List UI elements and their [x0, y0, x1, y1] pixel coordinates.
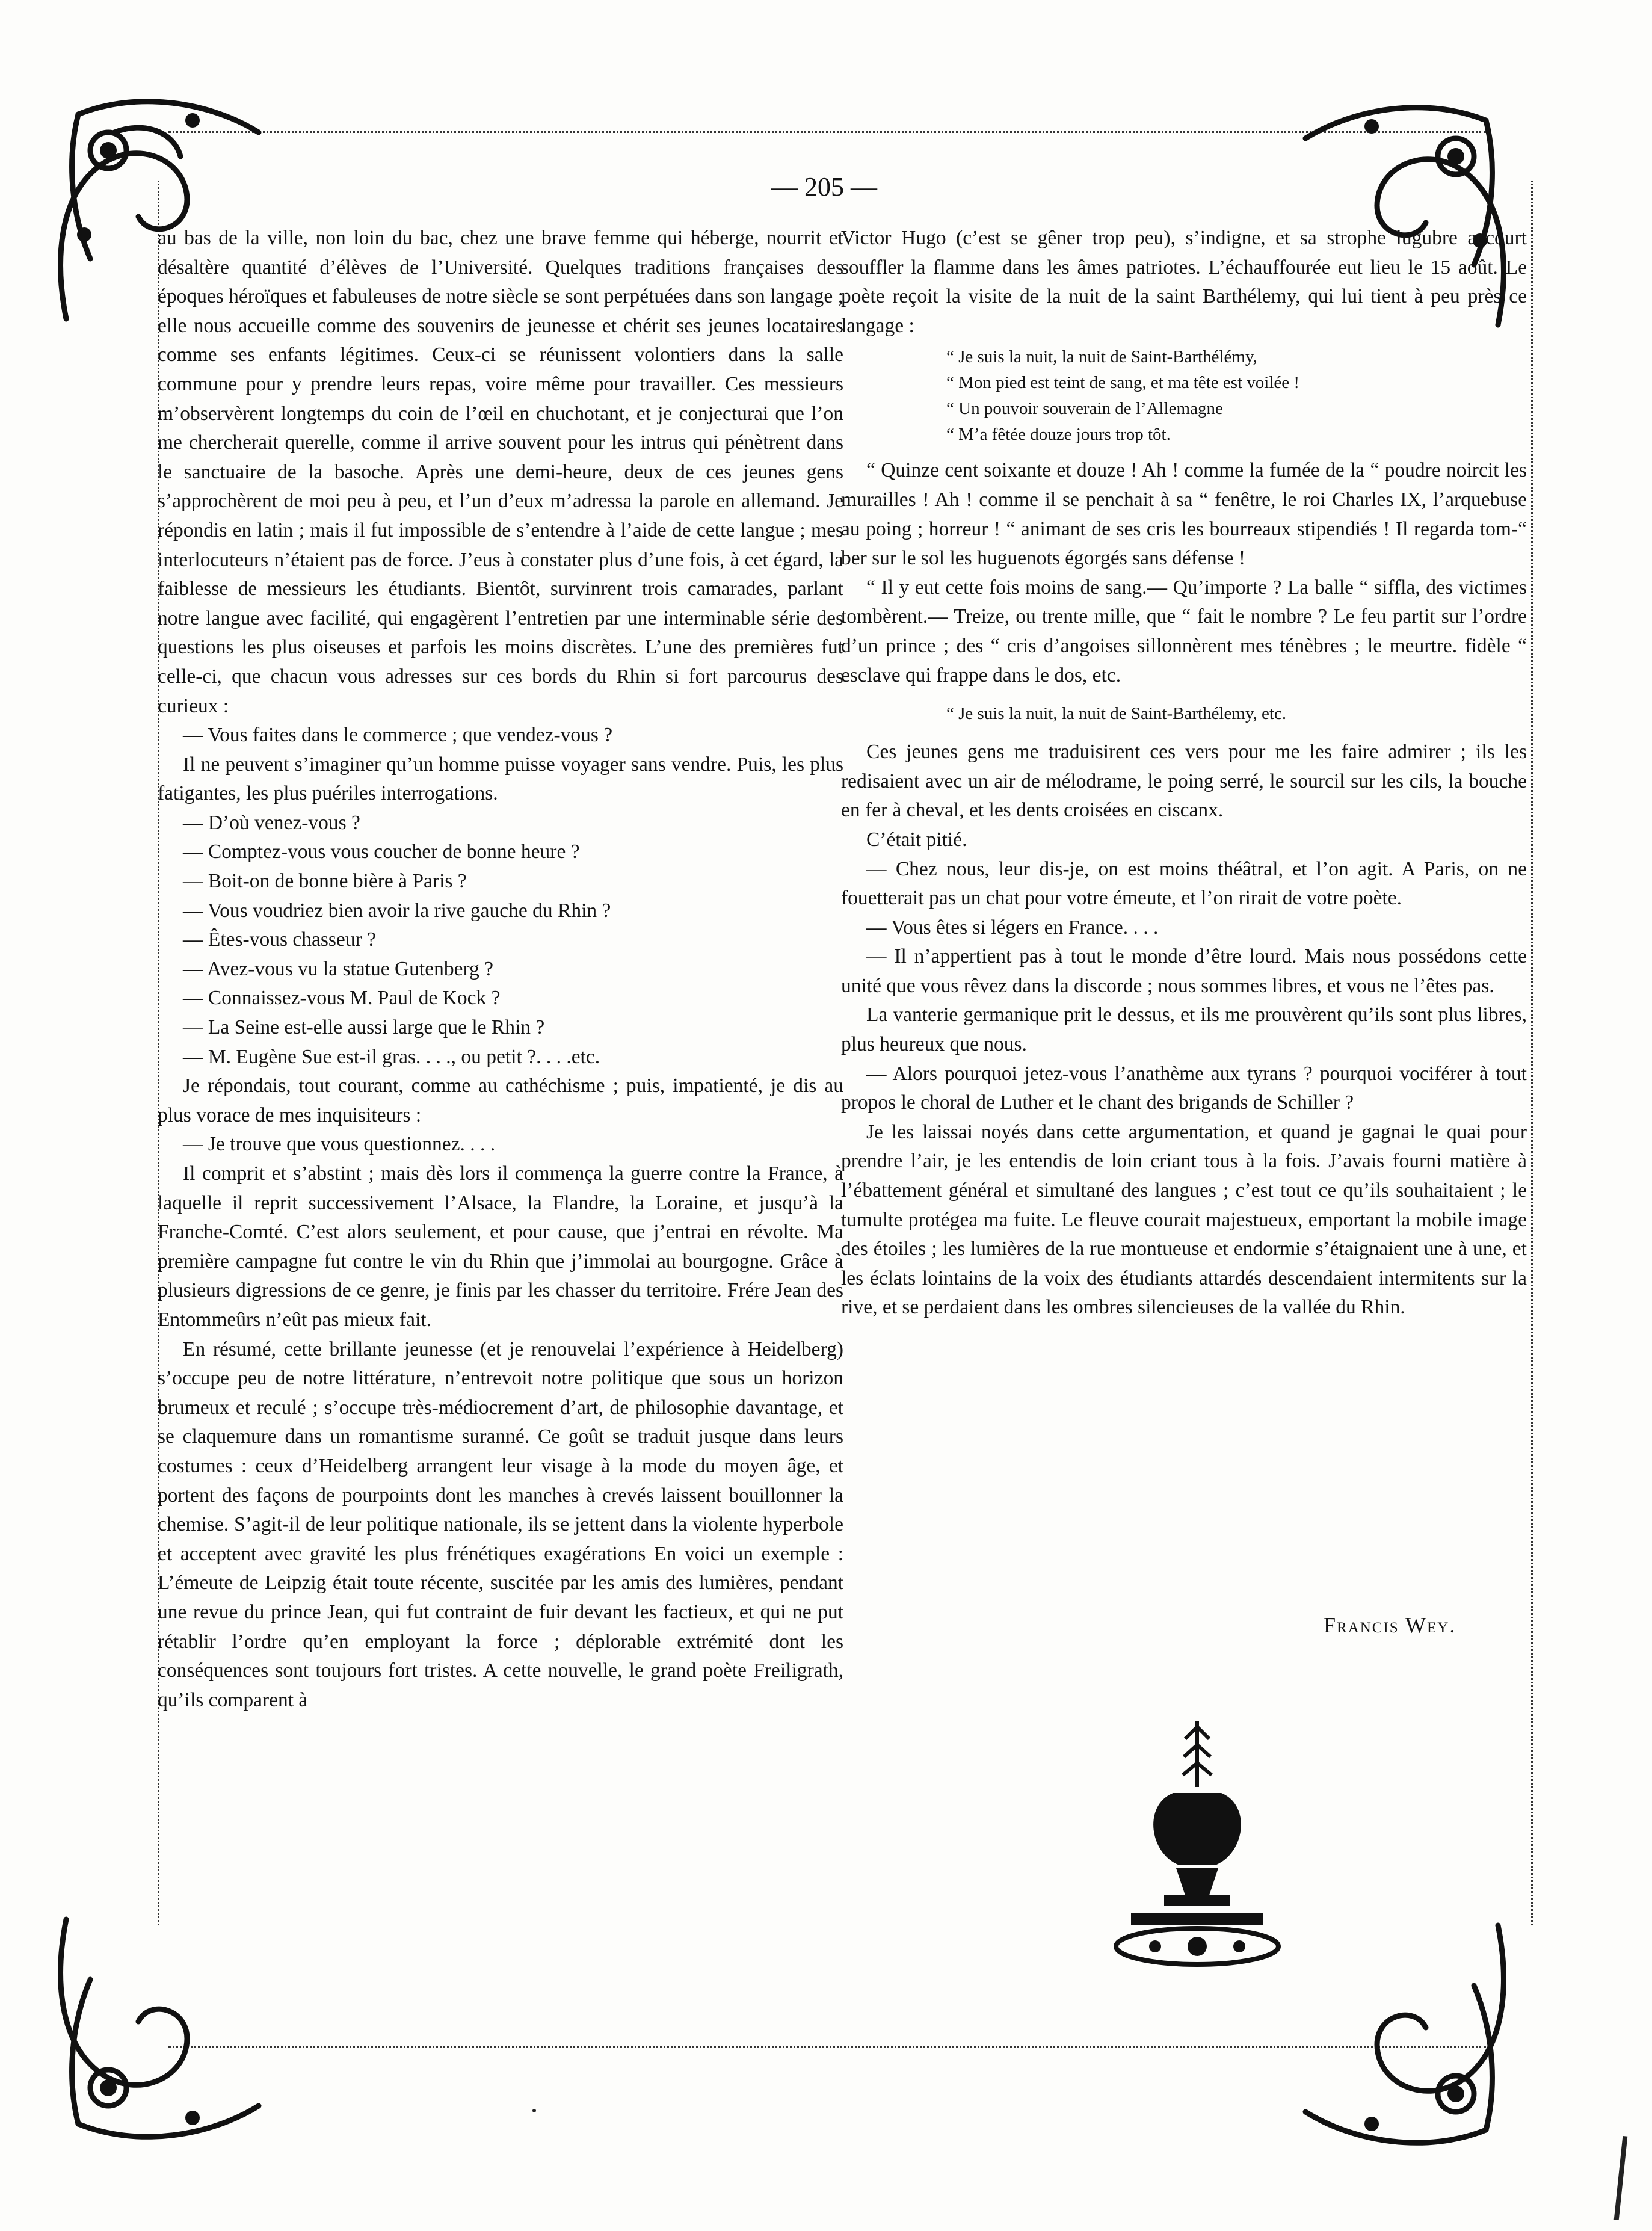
dialogue-line: — Vous voudriez bien avoir la rive gauche du Rhin ? — [183, 899, 611, 922]
dialogue-line: — Avez-vous vu la statue Gutenberg ? — [183, 957, 494, 980]
paragraph: Il ne peuvent s’imaginer qu’un homme puisse voyager sans vendre. Puis, les plus fatigantes, les plus puériles interrogations. — [158, 753, 843, 805]
dialogue-line: — D’où venez-vous ? — [183, 811, 360, 834]
verse-line: “ Mon pied est teint de sang, et ma tête est voilée ! — [946, 373, 1300, 393]
edge-mark — [1614, 2136, 1628, 2220]
paragraph: La vanterie germanique prit le dessus, et ils me prouvèrent qu’ils sont plus libres, plus heureux que nous. — [841, 1004, 1527, 1056]
verse-line: “ Je suis la nuit, la nuit de Saint-Barthélémy, — [946, 347, 1257, 367]
dialogue-line: — La Seine est-elle aussi large que le Rhin ? — [183, 1016, 545, 1039]
paragraph: Je répondais, tout courant, comme au cathéchisme ; puis, impatienté, je dis au plus vorace de mes inquisiteurs : — [158, 1075, 843, 1126]
dialogue-line: — Chez nous, leur dis-je, on est moins théâtral, et l’on agit. A Paris, on ne fouetterait pas un chat pour votre émeute, et l’on rirait de votre poète. — [841, 857, 1527, 910]
dialogue-line: — Vous êtes si légers en France. . . . — [866, 916, 1159, 939]
verse-line: “ Un pouvoir souverain de l’Allemagne — [946, 399, 1223, 419]
dialogue-line: — Vous faites dans le commerce ; que vendez-vous ? — [183, 724, 613, 747]
paragraph: C’était pitié. — [866, 828, 967, 851]
rococo-scroll-corner-icon — [1293, 1913, 1522, 2166]
dialogue-line: — Comptez-vous vous coucher de bonne heure ? — [183, 841, 580, 863]
dialogue-line: — Il n’appertient pas à tout le monde d’être lourd. Mais nous possédons cette unité que vous rêvez dans la discorde ; nous sommes libres, et vous ne l’êtes pas. — [841, 945, 1527, 997]
paragraph: au bas de la ville, non loin du bac, chez une brave femme qui héberge, nourrit et désaltère quantité d’élèves de l’Université. Quelques traditions françaises des époques héroïques et fabuleuses de notre siècle se sont perpétuées dans son langage ; elle nous accueille comme des souvenirs de jeunesse et chérit ses jeunes locataires comme ses enfants légitimes. Ceux-ci se réunissent volontiers dans la salle commune pour y prendre leurs repas, voire même pour travailler. Ces messieurs m’observèrent longtemps du coin de l’œil en chuchotant, et je conjecturai que l’on me chercherait querelle, comme il arrive souvent pour les intrus qui pénètrent dans le sanctuaire de la basoche. Après une demi-heure, deux de ces jeunes gens s’approchèrent de moi peu à peu, et l’un d’eux m’adressa la parole en allemand. Je répondis en latin ; mais il fut impossible de s’entendre à l’aide de cette langue ; mes interlocuteurs n’étaient pas de force. J’eus à constater plus d’une fois, à cet égard, la faiblesse de messieurs les étudiants. Bientôt, survinrent trois camarades, parlant notre langue avec facilité, qui engagèrent l’entretien par une interminable série des questions les plus oiseuses et parfois les moins discrètes. L’une des premières fut celle-ci, que chacun vous adresses sur ces bords du Rhin si fort parcourus des curieux : — [158, 227, 843, 717]
quote-paragraph: “ Quinze cent soixante et douze ! Ah ! comme la fumée de la “ poudre noircit les murailles ! Ah ! comme il se penchait à sa “ fenêtre, le roi Charles IX, l’arquebuse au poing ; horreur ! “ animant de ses cris les bourreaux stipendiés ! Il regarda tom-“ ber sur le sol les huguenots égorgés sans défense ! — [841, 459, 1527, 570]
dialogue-line: — Connaissez-vous M. Paul de Kock ? — [183, 987, 501, 1010]
ornamental-urn-icon — [1107, 1715, 1287, 1967]
verse-line: “ Je suis la nuit, la nuit de Saint-Barthélemy, etc. — [946, 704, 1287, 724]
paragraph: Ces jeunes gens me traduisirent ces vers pour me les faire admirer ; ils les redisaient avec un air de mélodrame, le poing serré, le sourcil sur les cils, la bouche en fer à cheval, et les dents croisées en ciscanx. — [841, 741, 1527, 822]
rococo-scroll-corner-icon — [42, 1907, 271, 2160]
right-column — [841, 224, 1527, 1322]
dialogue-line: — Boit-on de bonne bière à Paris ? — [183, 870, 467, 893]
dialogue-line: — Alors pourquoi jetez-vous l’anathème aux tyrans ? pourquoi vociférer à tout propos le choral de Luther et le chant des brigands de Schiller ? — [841, 1062, 1527, 1114]
paragraph: Victor Hugo (c’est se gêner trop peu), s’indigne, et sa strophe lugubre accourt souffler la flamme dans les âmes patriotes. L’échauffourée eut lieu le 15 août. Le poète reçoit la visite de la nuit de la saint Barthélemy, qui lui tient à peu près ce langage : — [841, 227, 1527, 337]
author-signature: Francis Wey. — [1324, 1613, 1456, 1637]
stray-mark — [532, 2109, 536, 2112]
paragraph: En résumé, cette brillante jeunesse (et je renouvelai l’expérience à Heidelberg) s’occupe peu de notre littérature, n’entrevoit notre politique que sous un horizon brumeux et reculé ; s’occupe très-médiocrement d’art, de philosophie davantage, et se claquemure dans un romantisme suranné. Ce goût se traduit jusque dans leurs costumes : ceux d’Heidelberg arrangent leur visage à la mode du moyen âge, et portent des façons de pourpoints dont les manches à crevés laissent bouillonner la chemise. S’agit-il de leur politique nationale, ils se jettent dans la violente hyperbole et acceptent avec gravité les plus frénétiques exagérations En voici un exemple : L’émeute de Leipzig était toute récente, suscitée par les amis des lumières, pendant une revue du prince Jean, qui fut contraint de fuir devant les factieux, et qui ne put rétablir l’ordre qu’en employant la force ; déplorable extrémité dont les conséquences sont toujours fort tristes. A cette nouvelle, le grand poète Freiligrath, qu’ils comparent à — [158, 1338, 843, 1711]
dialogue-line: — Êtes-vous chasseur ? — [183, 928, 376, 951]
verse-block — [841, 344, 1527, 448]
page-border-right — [1531, 181, 1533, 1925]
quote-paragraph: “ Il y eut cette fois moins de sang.— Qu’importe ? La balle “ siffla, des victimes tombèrent.— Treize, ou trente mille, que “ fait le nombre ? Le feu partit sur l’ordre d’un prince ; des “ cris d’angoises sillonnèrent mes ténèbres ; le meurtre. fidèle “ esclave qui frappe dans le dos, etc. — [841, 576, 1527, 687]
dialogue-line: — Je trouve que vous questionnez. . . . — [183, 1133, 496, 1156]
left-column — [158, 224, 843, 1715]
paragraph: Il comprit et s’abstint ; mais dès lors il commença la guerre contre la France, à laquelle il reprit successivement l’Alsace, la Flandre, la Loraine, et jusqu’à la Franche-Comté. C’est alors seulement, et pour cause, que j’entrai en révolte. Ma première campagne fut contre le vin du Rhin que j’immolai au bourgogne. Grâce à plusieurs digressions de ce genre, je finis par les chasser du territoire. Frére Jean des Entommeûrs n’eût pas mieux fait. — [158, 1162, 843, 1331]
verse-line: “ M’a fêtée douze jours trop tôt. — [946, 425, 1171, 445]
paragraph: Je les laissai noyés dans cette argumentation, et quand je gagnai le quai pour prendre l’air, je les entendis de loin criant tous à la fois. J’avais fourni matière à l’ébattement général et simultané des langues ; c’est tout ce qu’ils souhaitaient ; le tumulte protégea ma fuite. Le fleuve courait majestueux, emportant la mobile image des étoiles ; les lumières de la rue montueuse et endormie s’étaignaient une à une, et les éclats lointains de la voix des étudiants attardés descendaient intermitents sur la rive, et se perdaient dans les ombres silencieuses de la vallée du Rhin. — [841, 1120, 1527, 1319]
page-number: — 205 — — [771, 172, 877, 202]
dialogue-line: — M. Eugène Sue est-il gras. . . ., ou petit ?. . . .etc. — [183, 1045, 600, 1068]
